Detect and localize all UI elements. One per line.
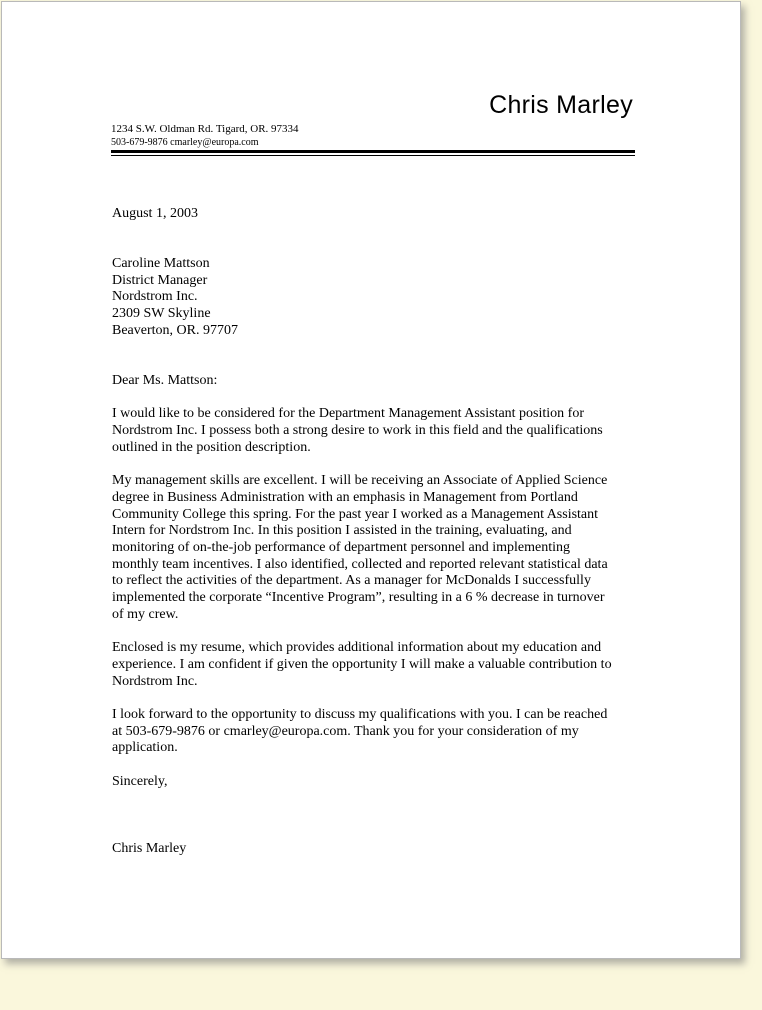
letterhead-name: Chris Marley [489, 91, 633, 119]
paragraph-line: Nordstrom Inc. I possess both a strong desire to work in this field and the qualifications [112, 423, 603, 439]
salutation: Dear Ms. Mattson: [112, 372, 218, 388]
paragraph-closing-remarks [112, 707, 642, 757]
letterhead-rule-thin [111, 155, 635, 156]
paragraph-line: Nordstrom Inc. [112, 673, 198, 689]
recipient-city: Beaverton, OR. 97707 [112, 322, 238, 338]
letter-date: August 1, 2003 [112, 206, 198, 221]
paragraph-line: degree in Business Administration with an emphasis in Management from Portland [112, 489, 578, 505]
paragraph-line: at 503-679-9876 or cmarley@europa.com. Thank you for your consideration of my [112, 723, 579, 739]
letterhead-contact: 503-679-9876 cmarley@europa.com [111, 137, 259, 148]
paragraph-line: I would like to be considered for the Department Management Assistant position for [112, 406, 585, 422]
paragraph-enclosure [112, 640, 642, 690]
recipient-title: District Manager [112, 272, 208, 288]
recipient-block [112, 256, 642, 339]
paragraph-line: application. [112, 740, 178, 756]
paragraph-line: of my crew. [112, 606, 179, 622]
letter-page [1, 1, 741, 959]
letter-body [112, 206, 642, 857]
paragraph-intro [112, 406, 642, 456]
letterhead-rule-thick [111, 150, 635, 153]
paragraph-line: to reflect the activities of the department. As a manager for McDonalds I successfully [112, 573, 591, 589]
letterhead-address: 1234 S.W. Oldman Rd. Tigard, OR. 97334 [111, 123, 299, 135]
signature-name: Chris Marley [112, 840, 187, 856]
paragraph-line: experience. I am confident if given the opportunity I will make a valuable contribution to [112, 656, 612, 672]
recipient-name: Caroline Mattson [112, 256, 210, 272]
paragraph-line: Enclosed is my resume, which provides additional information about my education and [112, 640, 602, 656]
paragraph-line: outlined in the position description. [112, 439, 311, 455]
paragraph-line: My management skills are excellent. I will be receiving an Associate of Applied Science [112, 473, 608, 489]
recipient-company: Nordstrom Inc. [112, 289, 198, 305]
paragraph-line: I look forward to the opportunity to discuss my qualifications with you. I can be reached [112, 706, 608, 722]
recipient-street: 2309 SW Skyline [112, 306, 211, 322]
paragraph-line: implemented the corporate “Incentive Program”, resulting in a 6 % decrease in turnover [112, 590, 605, 606]
paragraph-line: monthly team incentives. I also identified, collected and reported relevant statistical data [112, 556, 608, 572]
paragraph-qualifications [112, 473, 642, 623]
paragraph-line: monitoring of on-the-job performance of department personnel and implementing [112, 539, 570, 555]
paragraph-line: Community College this spring. For the past year I worked as a Management Assistant [112, 506, 599, 522]
paragraph-line: Intern for Nordstrom Inc. In this position I assisted in the training, evaluating, and [112, 523, 572, 539]
closing: Sincerely, [112, 773, 168, 789]
